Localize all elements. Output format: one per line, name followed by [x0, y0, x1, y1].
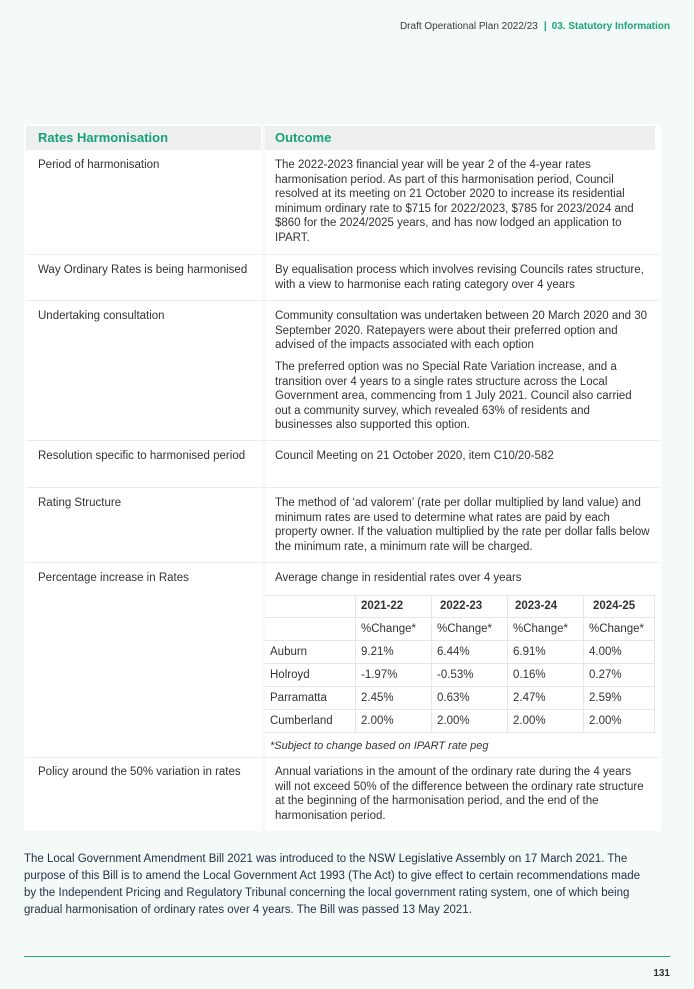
- column-header-outcome: Outcome: [265, 126, 655, 150]
- rates-table-row-auburn: [265, 641, 655, 663]
- rates-table-footnote: *Subject to change based on IPART rate peg: [270, 740, 489, 752]
- rate-value: 9.21%: [361, 646, 394, 658]
- rates-table-year-row: [265, 595, 655, 617]
- change-subheader: %Change*: [589, 623, 644, 635]
- rate-value: 2.00%: [361, 715, 394, 727]
- change-subheader: %Change*: [513, 623, 568, 635]
- rate-value: -0.53%: [437, 669, 474, 681]
- area-name: Holroyd: [270, 669, 310, 681]
- row-outcome-percentage-increase: Average change in residential rates over 4 years: [275, 572, 522, 584]
- year-header: 2022-23: [440, 600, 483, 612]
- page-number: 131: [653, 968, 670, 979]
- row-label-way-ordinary-rates: Way Ordinary Rates is being harmonised: [38, 264, 248, 276]
- year-header: 2024-25: [593, 600, 636, 612]
- row-outcome-consultation-p2: The preferred option was no Special Rate Variation increase, and a transition over 4 years to a single rates structure across the Local Government area, commencing from 1 July 2021. Council also carried out a community survey, which revealed 63% of residents and businesses also supported this option.: [275, 361, 632, 431]
- row-divider: [26, 254, 659, 255]
- rate-value: 4.00%: [589, 646, 622, 658]
- rates-table-subheader-row: [265, 618, 655, 640]
- row-divider: [26, 440, 659, 441]
- document-title: Draft Operational Plan 2022/23: [399, 21, 538, 32]
- footer-divider: [24, 956, 670, 957]
- rate-value: 6.44%: [437, 646, 470, 658]
- rate-value: 2.00%: [437, 715, 470, 727]
- section-title: 03. Statutory Information: [551, 21, 670, 32]
- year-header: 2021-22: [361, 600, 404, 612]
- rate-value: 2.00%: [513, 715, 546, 727]
- rates-harmonisation-table: [24, 124, 661, 831]
- amendment-bill-paragraph: The Local Government Amendment Bill 2021 was introduced to the NSW Legislative Assembly on 17 March 2021. The purpose of this Bill is to amend the Local Government Act 1993 (The Act) to give effect to certain recommendations made by the Independent Pricing and Regulatory Tribunal concerning the local government rating system, one of which being gradual harmonisation of ordinary rates over 4 years. The Bill was passed 13 May 2021.: [24, 853, 641, 916]
- rate-value: 2.59%: [589, 692, 622, 704]
- area-name: Parramatta: [270, 692, 327, 704]
- row-outcome-consultation-p1: Community consultation was undertaken between 20 March 2020 and 30 September 2020. Ratepayers were about their preferred option and advised of the impacts associated with each option: [275, 310, 648, 351]
- rate-value: 0.27%: [589, 669, 622, 681]
- row-label-percentage-increase: Percentage increase in Rates: [38, 572, 189, 584]
- row-divider: [26, 757, 659, 758]
- row-outcome-resolution: Council Meeting on 21 October 2020, item C10/20-582: [275, 450, 554, 462]
- rate-value: 0.16%: [513, 669, 546, 681]
- running-header: [400, 21, 670, 32]
- rates-table-row-parramatta: [265, 687, 655, 709]
- rate-value: -1.97%: [361, 669, 398, 681]
- area-name: Auburn: [270, 646, 308, 658]
- rate-value: 6.91%: [513, 646, 546, 658]
- rate-value: 2.45%: [361, 692, 394, 704]
- row-label-resolution: Resolution specific to harmonised period: [38, 450, 246, 462]
- rates-table-row-cumberland: [265, 710, 655, 732]
- row-divider: [26, 487, 659, 488]
- row-outcome-way-ordinary-rates: By equalisation process which involves revising Councils rates structure, with a view to harmonise each rating category over 4 years: [275, 264, 644, 291]
- rates-table-row-holroyd: [265, 664, 655, 686]
- row-outcome-rating-structure: The method of ‘ad valorem’ (rate per dollar multiplied by land value) and minimum rates are used to determine what rates are paid by each property owner. If the valuation multiplied by the rate per dollar falls below the minimum rate, a minimum rate will be charged.: [275, 497, 650, 553]
- row-label-consultation: Undertaking consultation: [38, 310, 165, 322]
- column-header-rates-harmonisation: Rates Harmonisation: [26, 126, 261, 150]
- year-header: 2023-24: [515, 600, 558, 612]
- row-label-rating-structure: Rating Structure: [38, 497, 122, 509]
- row-divider: [26, 300, 659, 301]
- row-divider: [26, 562, 659, 563]
- header-separator: |: [543, 21, 547, 32]
- row-outcome-policy-50-variation: Annual variations in the amount of the ordinary rate during the 4 years will not exceed 50% of the difference between the ordinary rate structure at the beginning of the harmonisation period, and the end of the harmonisation period.: [275, 766, 644, 822]
- area-name: Cumberland: [270, 715, 333, 727]
- rate-value: 2.00%: [589, 715, 622, 727]
- row-label-policy-50-variation: Policy around the 50% variation in rates: [38, 766, 241, 778]
- row-outcome-period: The 2022-2023 financial year will be year 2 of the 4-year rates harmonisation period. As part of this harmonisation period, Council resolved at its meeting on 21 October 2020 to increase its residential minimum ordinary rate to $715 for 2022/2023, $785 for 2023/2024 and $860 for the 2024/2025 years, and has now lodged an application to IPART.: [275, 159, 634, 244]
- row-label-period: Period of harmonisation: [38, 159, 160, 171]
- change-subheader: %Change*: [361, 623, 416, 635]
- change-subheader: %Change*: [437, 623, 492, 635]
- rate-value: 0.63%: [437, 692, 470, 704]
- rate-value: 2.47%: [513, 692, 546, 704]
